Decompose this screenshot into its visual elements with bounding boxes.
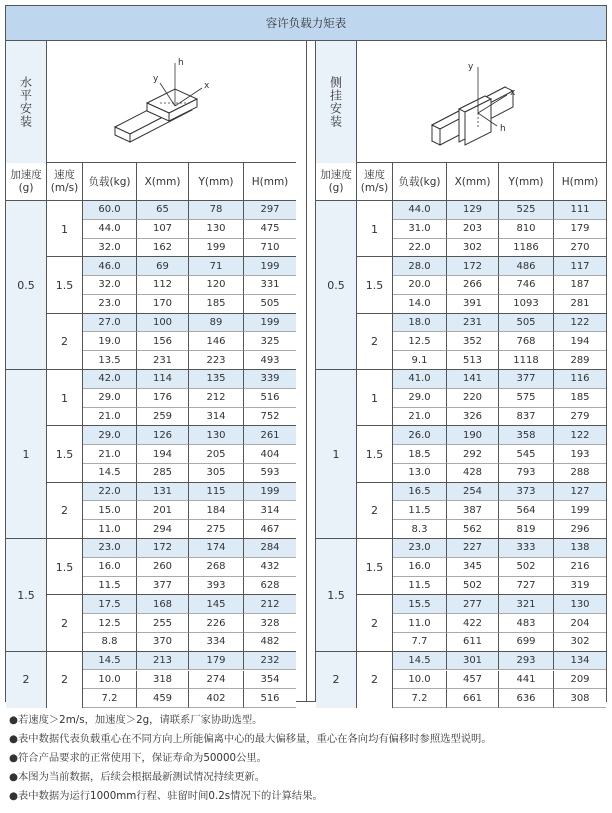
x-cell: 318	[137, 671, 189, 690]
load-cell: 10.0	[393, 671, 447, 690]
load-cell: 32.0	[83, 239, 137, 258]
table-title: 容许负载力矩表	[6, 6, 606, 41]
x-cell: 227	[447, 539, 499, 558]
y-cell: 274	[189, 671, 244, 690]
load-cell: 12.5	[393, 332, 447, 351]
load-cell: 7.7	[393, 633, 447, 652]
acceleration-cell: 2	[6, 652, 47, 708]
y-cell: 810	[499, 220, 554, 239]
y-cell: 636	[499, 689, 554, 708]
svg-text:x: x	[204, 81, 210, 91]
x-cell: 387	[447, 501, 499, 520]
speed-cell: 2	[357, 314, 393, 370]
speed-cell: 1	[357, 370, 393, 426]
load-cell: 60.0	[83, 201, 137, 220]
acceleration-cell: 0.5	[316, 201, 357, 370]
load-cell: 16.0	[393, 558, 447, 577]
load-cell: 22.0	[393, 239, 447, 258]
h-cell: 116	[554, 370, 606, 389]
y-cell: 212	[189, 389, 244, 408]
y-cell: 145	[189, 595, 244, 614]
side-slider-illustration	[357, 41, 606, 162]
side-mount-panel	[316, 41, 606, 704]
y-cell: 486	[499, 257, 554, 276]
x-cell: 203	[447, 220, 499, 239]
load-cell: 21.0	[83, 445, 137, 464]
speed-cell: 2	[357, 652, 393, 708]
x-cell: 172	[447, 257, 499, 276]
mount-label-side: 侧挂安装	[316, 41, 357, 163]
y-cell: 135	[189, 370, 244, 389]
load-cell: 23.0	[83, 539, 137, 558]
horizontal-slider-illustration	[47, 41, 296, 162]
y-cell: 564	[499, 501, 554, 520]
speed-cell: 2	[357, 595, 393, 651]
mount-label-horizontal: 水平安装	[6, 41, 47, 163]
x-cell: 141	[447, 370, 499, 389]
x-cell: 285	[137, 464, 189, 483]
x-cell: 277	[447, 595, 499, 614]
load-cell: 17.5	[83, 595, 137, 614]
h-cell: 199	[244, 257, 296, 276]
load-cell: 13.0	[393, 464, 447, 483]
load-cell: 19.0	[83, 332, 137, 351]
y-cell: 1186	[499, 239, 554, 258]
h-cell: 710	[244, 239, 296, 258]
y-cell: 1093	[499, 295, 554, 314]
x-cell: 190	[447, 426, 499, 445]
load-cell: 21.0	[393, 408, 447, 427]
header-load: 负载(kg)	[393, 163, 447, 201]
y-cell: 402	[189, 689, 244, 708]
y-cell: 130	[189, 220, 244, 239]
header-y: Y(mm)	[499, 163, 554, 201]
h-cell: 328	[244, 614, 296, 633]
side-mount-diagram	[316, 41, 606, 163]
x-cell: 345	[447, 558, 499, 577]
h-cell: 209	[554, 671, 606, 690]
x-cell: 457	[447, 671, 499, 690]
y-cell: 441	[499, 671, 554, 690]
h-cell: 127	[554, 483, 606, 502]
load-cell: 18.0	[393, 314, 447, 333]
header-x: X(mm)	[137, 163, 189, 201]
y-cell: 71	[189, 257, 244, 276]
load-cell: 14.0	[393, 295, 447, 314]
load-moment-table	[5, 5, 607, 702]
h-cell: 289	[554, 351, 606, 370]
svg-text:x: x	[510, 88, 516, 98]
h-cell: 130	[554, 595, 606, 614]
load-cell: 44.0	[393, 201, 447, 220]
load-cell: 7.2	[83, 689, 137, 708]
y-cell: 575	[499, 389, 554, 408]
load-cell: 8.8	[83, 633, 137, 652]
speed-cell: 1.5	[357, 426, 393, 482]
h-cell: 212	[244, 595, 296, 614]
y-cell: 333	[499, 539, 554, 558]
acceleration-cell: 1	[6, 370, 47, 539]
h-cell: 232	[244, 652, 296, 671]
x-cell: 513	[447, 351, 499, 370]
load-cell: 28.0	[393, 257, 447, 276]
load-cell: 15.5	[393, 595, 447, 614]
load-cell: 44.0	[83, 220, 137, 239]
h-cell: 199	[554, 501, 606, 520]
y-cell: 819	[499, 520, 554, 539]
h-cell: 185	[554, 389, 606, 408]
header-row	[6, 163, 296, 201]
h-cell: 505	[244, 295, 296, 314]
note-item: ●表中数据为运行1000mm行程、驻留时间0.2s情况下的计算结果。	[9, 790, 323, 802]
h-cell: 187	[554, 276, 606, 295]
note-item: ●本图为当前数据，后续会根据最新测试情况持续更新。	[9, 771, 266, 783]
header-speed: 速度 (m/s)	[357, 163, 393, 201]
h-cell: 628	[244, 577, 296, 596]
speed-cell: 1.5	[47, 257, 83, 313]
x-cell: 176	[137, 389, 189, 408]
load-cell: 18.5	[393, 445, 447, 464]
x-cell: 292	[447, 445, 499, 464]
h-cell: 331	[244, 276, 296, 295]
load-cell: 13.5	[83, 351, 137, 370]
x-cell: 156	[137, 332, 189, 351]
y-cell: 321	[499, 595, 554, 614]
h-cell: 475	[244, 220, 296, 239]
x-cell: 220	[447, 389, 499, 408]
x-cell: 266	[447, 276, 499, 295]
x-cell: 194	[137, 445, 189, 464]
load-cell: 15.0	[83, 501, 137, 520]
y-cell: 120	[189, 276, 244, 295]
x-cell: 162	[137, 239, 189, 258]
y-cell: 334	[189, 633, 244, 652]
x-cell: 107	[137, 220, 189, 239]
load-cell: 14.5	[83, 464, 137, 483]
header-h: H(mm)	[561, 175, 599, 188]
h-cell: 134	[554, 652, 606, 671]
load-cell: 8.3	[393, 520, 447, 539]
load-cell: 31.0	[393, 220, 447, 239]
h-cell: 281	[554, 295, 606, 314]
load-cell: 11.0	[83, 520, 137, 539]
y-cell: 305	[189, 464, 244, 483]
load-cell: 46.0	[83, 257, 137, 276]
load-cell: 23.0	[393, 539, 447, 558]
x-cell: 502	[447, 577, 499, 596]
h-cell: 432	[244, 558, 296, 577]
load-cell: 29.0	[83, 389, 137, 408]
h-cell: 199	[244, 314, 296, 333]
x-cell: 129	[447, 201, 499, 220]
y-cell: 505	[499, 314, 554, 333]
speed-cell: 2	[47, 314, 83, 370]
header-acceleration: 加速度 (g)	[6, 163, 47, 201]
load-cell: 26.0	[393, 426, 447, 445]
h-cell: 216	[554, 558, 606, 577]
y-cell: 373	[499, 483, 554, 502]
acceleration-cell: 1.5	[6, 539, 47, 652]
y-cell: 746	[499, 276, 554, 295]
load-cell: 32.0	[83, 276, 137, 295]
speed-cell: 2	[357, 483, 393, 539]
header-load: 负载(kg)	[83, 163, 137, 201]
h-cell: 122	[554, 314, 606, 333]
speed-cell: 2	[47, 595, 83, 651]
load-cell: 11.0	[393, 614, 447, 633]
h-cell: 325	[244, 332, 296, 351]
h-cell: 516	[244, 689, 296, 708]
load-cell: 21.0	[83, 408, 137, 427]
load-cell: 29.0	[83, 426, 137, 445]
load-cell: 29.0	[393, 389, 447, 408]
svg-text:h: h	[178, 58, 184, 68]
horizontal-mount-panel	[6, 41, 296, 704]
x-cell: 301	[447, 652, 499, 671]
load-cell: 11.5	[393, 501, 447, 520]
y-cell: 393	[189, 577, 244, 596]
y-cell: 699	[499, 633, 554, 652]
x-cell: 170	[137, 295, 189, 314]
h-cell: 302	[554, 633, 606, 652]
load-cell: 27.0	[83, 314, 137, 333]
speed-cell: 1.5	[357, 257, 393, 313]
y-cell: 377	[499, 370, 554, 389]
h-cell: 117	[554, 257, 606, 276]
y-cell: 768	[499, 332, 554, 351]
speed-cell: 1	[47, 201, 83, 257]
h-cell: 261	[244, 426, 296, 445]
load-cell: 14.5	[83, 652, 137, 671]
h-cell: 179	[554, 220, 606, 239]
x-cell: 422	[447, 614, 499, 633]
y-cell: 78	[189, 201, 244, 220]
x-cell: 370	[137, 633, 189, 652]
y-cell: 793	[499, 464, 554, 483]
load-cell: 16.5	[393, 483, 447, 502]
load-cell: 11.5	[393, 577, 447, 596]
svg-text:y: y	[468, 62, 474, 72]
y-cell: 545	[499, 445, 554, 464]
h-cell: 122	[554, 426, 606, 445]
x-cell: 294	[137, 520, 189, 539]
h-cell: 296	[554, 520, 606, 539]
h-cell: 111	[554, 201, 606, 220]
acceleration-cell: 1	[316, 370, 357, 539]
load-cell: 23.0	[83, 295, 137, 314]
h-cell: 319	[554, 577, 606, 596]
load-cell: 42.0	[83, 370, 137, 389]
load-cell: 10.0	[83, 671, 137, 690]
h-cell: 752	[244, 408, 296, 427]
header-x: X(mm)	[447, 163, 499, 201]
load-cell: 41.0	[393, 370, 447, 389]
x-cell: 131	[137, 483, 189, 502]
note-item: ●符合产品要求的正常使用下，保证寿命为50000公里。	[9, 752, 267, 764]
x-cell: 302	[447, 239, 499, 258]
x-cell: 65	[137, 201, 189, 220]
y-cell: 205	[189, 445, 244, 464]
h-cell: 482	[244, 633, 296, 652]
note-item: ●若速度＞2m/s，加速度＞2g，请联系厂家协助选型。	[9, 714, 263, 726]
x-cell: 201	[137, 501, 189, 520]
y-cell: 89	[189, 314, 244, 333]
y-cell: 174	[189, 539, 244, 558]
y-cell: 268	[189, 558, 244, 577]
load-cell: 14.5	[393, 652, 447, 671]
x-cell: 112	[137, 276, 189, 295]
h-cell: 493	[244, 351, 296, 370]
svg-text:h: h	[500, 124, 506, 134]
y-cell: 115	[189, 483, 244, 502]
h-cell: 284	[244, 539, 296, 558]
y-cell: 199	[189, 239, 244, 258]
speed-cell: 1.5	[47, 426, 83, 482]
x-cell: 260	[137, 558, 189, 577]
header-h: H(mm)	[251, 175, 289, 188]
y-cell: 1118	[499, 351, 554, 370]
speed-cell: 1	[357, 201, 393, 257]
h-cell: 467	[244, 520, 296, 539]
h-cell: 593	[244, 464, 296, 483]
y-cell: 146	[189, 332, 244, 351]
y-cell: 727	[499, 577, 554, 596]
load-cell: 20.0	[393, 276, 447, 295]
x-cell: 100	[137, 314, 189, 333]
acceleration-cell: 1.5	[316, 539, 357, 652]
acceleration-cell: 0.5	[6, 201, 47, 370]
x-cell: 254	[447, 483, 499, 502]
h-cell: 354	[244, 671, 296, 690]
x-cell: 377	[137, 577, 189, 596]
notes-section	[9, 711, 612, 806]
x-cell: 459	[137, 689, 189, 708]
svg-text:y: y	[153, 74, 159, 84]
y-cell: 179	[189, 652, 244, 671]
x-cell: 562	[447, 520, 499, 539]
y-cell: 837	[499, 408, 554, 427]
h-cell: 199	[244, 483, 296, 502]
load-cell: 11.5	[83, 577, 137, 596]
h-cell: 404	[244, 445, 296, 464]
y-cell: 293	[499, 652, 554, 671]
load-cell: 16.0	[83, 558, 137, 577]
y-cell: 130	[189, 426, 244, 445]
load-cell: 12.5	[83, 614, 137, 633]
h-cell: 194	[554, 332, 606, 351]
y-cell: 185	[189, 295, 244, 314]
x-cell: 231	[447, 314, 499, 333]
h-cell: 279	[554, 408, 606, 427]
speed-cell: 1.5	[357, 539, 393, 595]
x-cell: 611	[447, 633, 499, 652]
load-cell: 9.1	[393, 351, 447, 370]
y-cell: 275	[189, 520, 244, 539]
x-cell: 168	[137, 595, 189, 614]
load-cell: 22.0	[83, 483, 137, 502]
x-cell: 428	[447, 464, 499, 483]
x-cell: 661	[447, 689, 499, 708]
speed-cell: 1	[47, 370, 83, 426]
h-cell: 516	[244, 389, 296, 408]
header-speed: 速度 (m/s)	[47, 163, 83, 201]
x-cell: 126	[137, 426, 189, 445]
y-cell: 483	[499, 614, 554, 633]
h-cell: 314	[244, 501, 296, 520]
h-cell: 288	[554, 464, 606, 483]
load-cell: 7.2	[393, 689, 447, 708]
x-cell: 114	[137, 370, 189, 389]
header-y: Y(mm)	[189, 163, 244, 201]
x-cell: 172	[137, 539, 189, 558]
h-cell: 297	[244, 201, 296, 220]
h-cell: 138	[554, 539, 606, 558]
note-item: ●表中数据代表负载重心在不同方向上所能偏离中心的最大偏移量，重心在各向均有偏移时参照选型说明。	[9, 733, 492, 745]
y-cell: 358	[499, 426, 554, 445]
y-cell: 502	[499, 558, 554, 577]
x-cell: 69	[137, 257, 189, 276]
x-cell: 259	[137, 408, 189, 427]
acceleration-cell: 2	[316, 652, 357, 708]
h-cell: 204	[554, 614, 606, 633]
horizontal-mount-diagram	[6, 41, 296, 163]
h-cell: 270	[554, 239, 606, 258]
y-cell: 184	[189, 501, 244, 520]
y-cell: 226	[189, 614, 244, 633]
x-cell: 326	[447, 408, 499, 427]
header-acceleration: 加速度 (g)	[316, 163, 357, 201]
x-cell: 213	[137, 652, 189, 671]
x-cell: 231	[137, 351, 189, 370]
h-cell: 339	[244, 370, 296, 389]
y-cell: 223	[189, 351, 244, 370]
y-cell: 314	[189, 408, 244, 427]
x-cell: 391	[447, 295, 499, 314]
speed-cell: 2	[47, 652, 83, 708]
header-row	[316, 163, 606, 201]
panel-gap	[306, 41, 316, 701]
h-cell: 193	[554, 445, 606, 464]
speed-cell: 2	[47, 483, 83, 539]
x-cell: 352	[447, 332, 499, 351]
y-cell: 525	[499, 201, 554, 220]
h-cell: 308	[554, 689, 606, 708]
speed-cell: 1.5	[47, 539, 83, 595]
x-cell: 255	[137, 614, 189, 633]
